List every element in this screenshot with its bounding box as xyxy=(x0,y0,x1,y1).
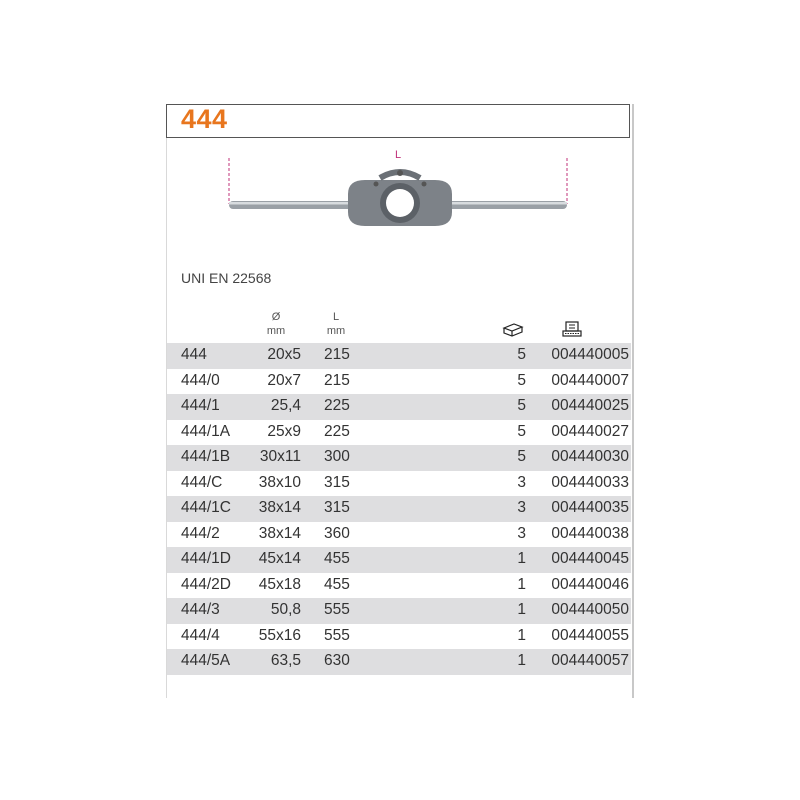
length-value: 225 xyxy=(324,397,350,414)
product-code: 444 xyxy=(181,346,207,363)
article-number: 004440046 xyxy=(551,575,629,593)
product-code: 444/4 xyxy=(181,626,220,644)
diameter-unit: mm xyxy=(266,325,286,337)
die-stock-drawing xyxy=(220,148,580,228)
diameter-value: 63,5 xyxy=(270,652,301,669)
table-row xyxy=(167,471,631,497)
article-number: 004440007 xyxy=(551,371,629,389)
pack-quantity: 5 xyxy=(517,346,526,363)
length-unit: mm xyxy=(326,325,346,337)
article-code-icon xyxy=(561,320,583,338)
article-number: 004440025 xyxy=(551,397,629,414)
product-code: 444/2 xyxy=(181,524,220,542)
product-code: 444/0 xyxy=(181,371,220,389)
table-row xyxy=(167,522,631,548)
diameter-symbol: Ø xyxy=(271,311,281,323)
product-code: 444/3 xyxy=(181,601,220,618)
table-row xyxy=(167,598,631,624)
product-code: 444/5A xyxy=(181,652,231,669)
pack-quantity: 3 xyxy=(517,499,526,516)
article-number: 004440050 xyxy=(551,601,629,618)
diameter-value: 20x7 xyxy=(267,371,301,389)
pack-quantity: 3 xyxy=(517,524,526,542)
article-number: 004440005 xyxy=(551,346,629,363)
diameter-value: 30x11 xyxy=(259,448,301,465)
article-number: 004440057 xyxy=(551,652,629,669)
diameter-value: 45x18 xyxy=(258,575,301,593)
length-header xyxy=(324,310,348,338)
title-box xyxy=(166,104,630,138)
article-number: 004440055 xyxy=(551,626,629,644)
diameter-value: 20x5 xyxy=(267,346,301,363)
pack-quantity: 1 xyxy=(517,550,526,567)
product-code: 444/1B xyxy=(181,448,231,465)
article-number: 004440027 xyxy=(551,422,629,440)
length-value: 215 xyxy=(324,346,350,363)
length-value: 225 xyxy=(324,422,350,440)
article-number: 004440035 xyxy=(551,499,629,516)
product-code: 444/C xyxy=(181,473,223,491)
pack-quantity: 1 xyxy=(517,626,526,644)
pack-quantity: 5 xyxy=(517,397,526,414)
product-code: 444/1C xyxy=(181,499,231,516)
length-value: 315 xyxy=(324,499,350,516)
diameter-value: 38x14 xyxy=(258,499,301,516)
pack-quantity: 5 xyxy=(517,422,526,440)
diameter-value: 55x16 xyxy=(258,626,301,644)
table-row xyxy=(167,343,631,369)
standard-label: UNI EN 22568 xyxy=(181,270,272,286)
product-code: 444/1D xyxy=(181,550,231,567)
table-row xyxy=(167,394,631,420)
article-number: 004440030 xyxy=(551,448,629,465)
pack-quantity: 1 xyxy=(517,652,526,669)
length-value: 360 xyxy=(324,524,350,542)
table-row xyxy=(167,445,631,471)
pack-quantity: 1 xyxy=(517,601,526,618)
table-row xyxy=(167,496,631,522)
pack-quantity: 3 xyxy=(517,473,526,491)
diameter-value: 38x10 xyxy=(258,473,301,491)
table-row xyxy=(167,420,631,446)
length-value: 555 xyxy=(324,626,350,644)
product-code: 444/2D xyxy=(181,575,231,593)
pack-quantity: 5 xyxy=(517,448,526,465)
pack-quantity-icon xyxy=(502,321,524,337)
product-title: 444 xyxy=(181,104,228,134)
article-number: 004440045 xyxy=(551,550,629,567)
product-code: 444/1A xyxy=(181,422,231,440)
table-row xyxy=(167,624,631,650)
product-table xyxy=(167,343,631,675)
length-value: 455 xyxy=(324,575,350,593)
length-value: 315 xyxy=(324,473,350,491)
diameter-value: 50,8 xyxy=(270,601,301,618)
article-number: 004440038 xyxy=(551,524,629,542)
article-number: 004440033 xyxy=(551,473,629,491)
table-row xyxy=(167,369,631,395)
diameter-value: 45x14 xyxy=(258,550,301,567)
length-value: 300 xyxy=(324,448,350,465)
diameter-value: 25x9 xyxy=(267,422,301,440)
length-value: 555 xyxy=(324,601,350,618)
diameter-header xyxy=(264,310,288,338)
table-row xyxy=(167,573,631,599)
length-symbol: L xyxy=(332,311,340,323)
pack-quantity: 1 xyxy=(517,575,526,593)
table-row xyxy=(167,649,631,675)
diameter-value: 25,4 xyxy=(270,397,301,414)
diameter-value: 38x14 xyxy=(258,524,301,542)
length-value: 630 xyxy=(324,652,350,669)
pack-quantity: 5 xyxy=(517,371,526,389)
length-value: 455 xyxy=(324,550,350,567)
dimension-label: L xyxy=(394,149,402,161)
table-row xyxy=(167,547,631,573)
length-value: 215 xyxy=(324,371,350,389)
product-code: 444/1 xyxy=(181,397,220,414)
